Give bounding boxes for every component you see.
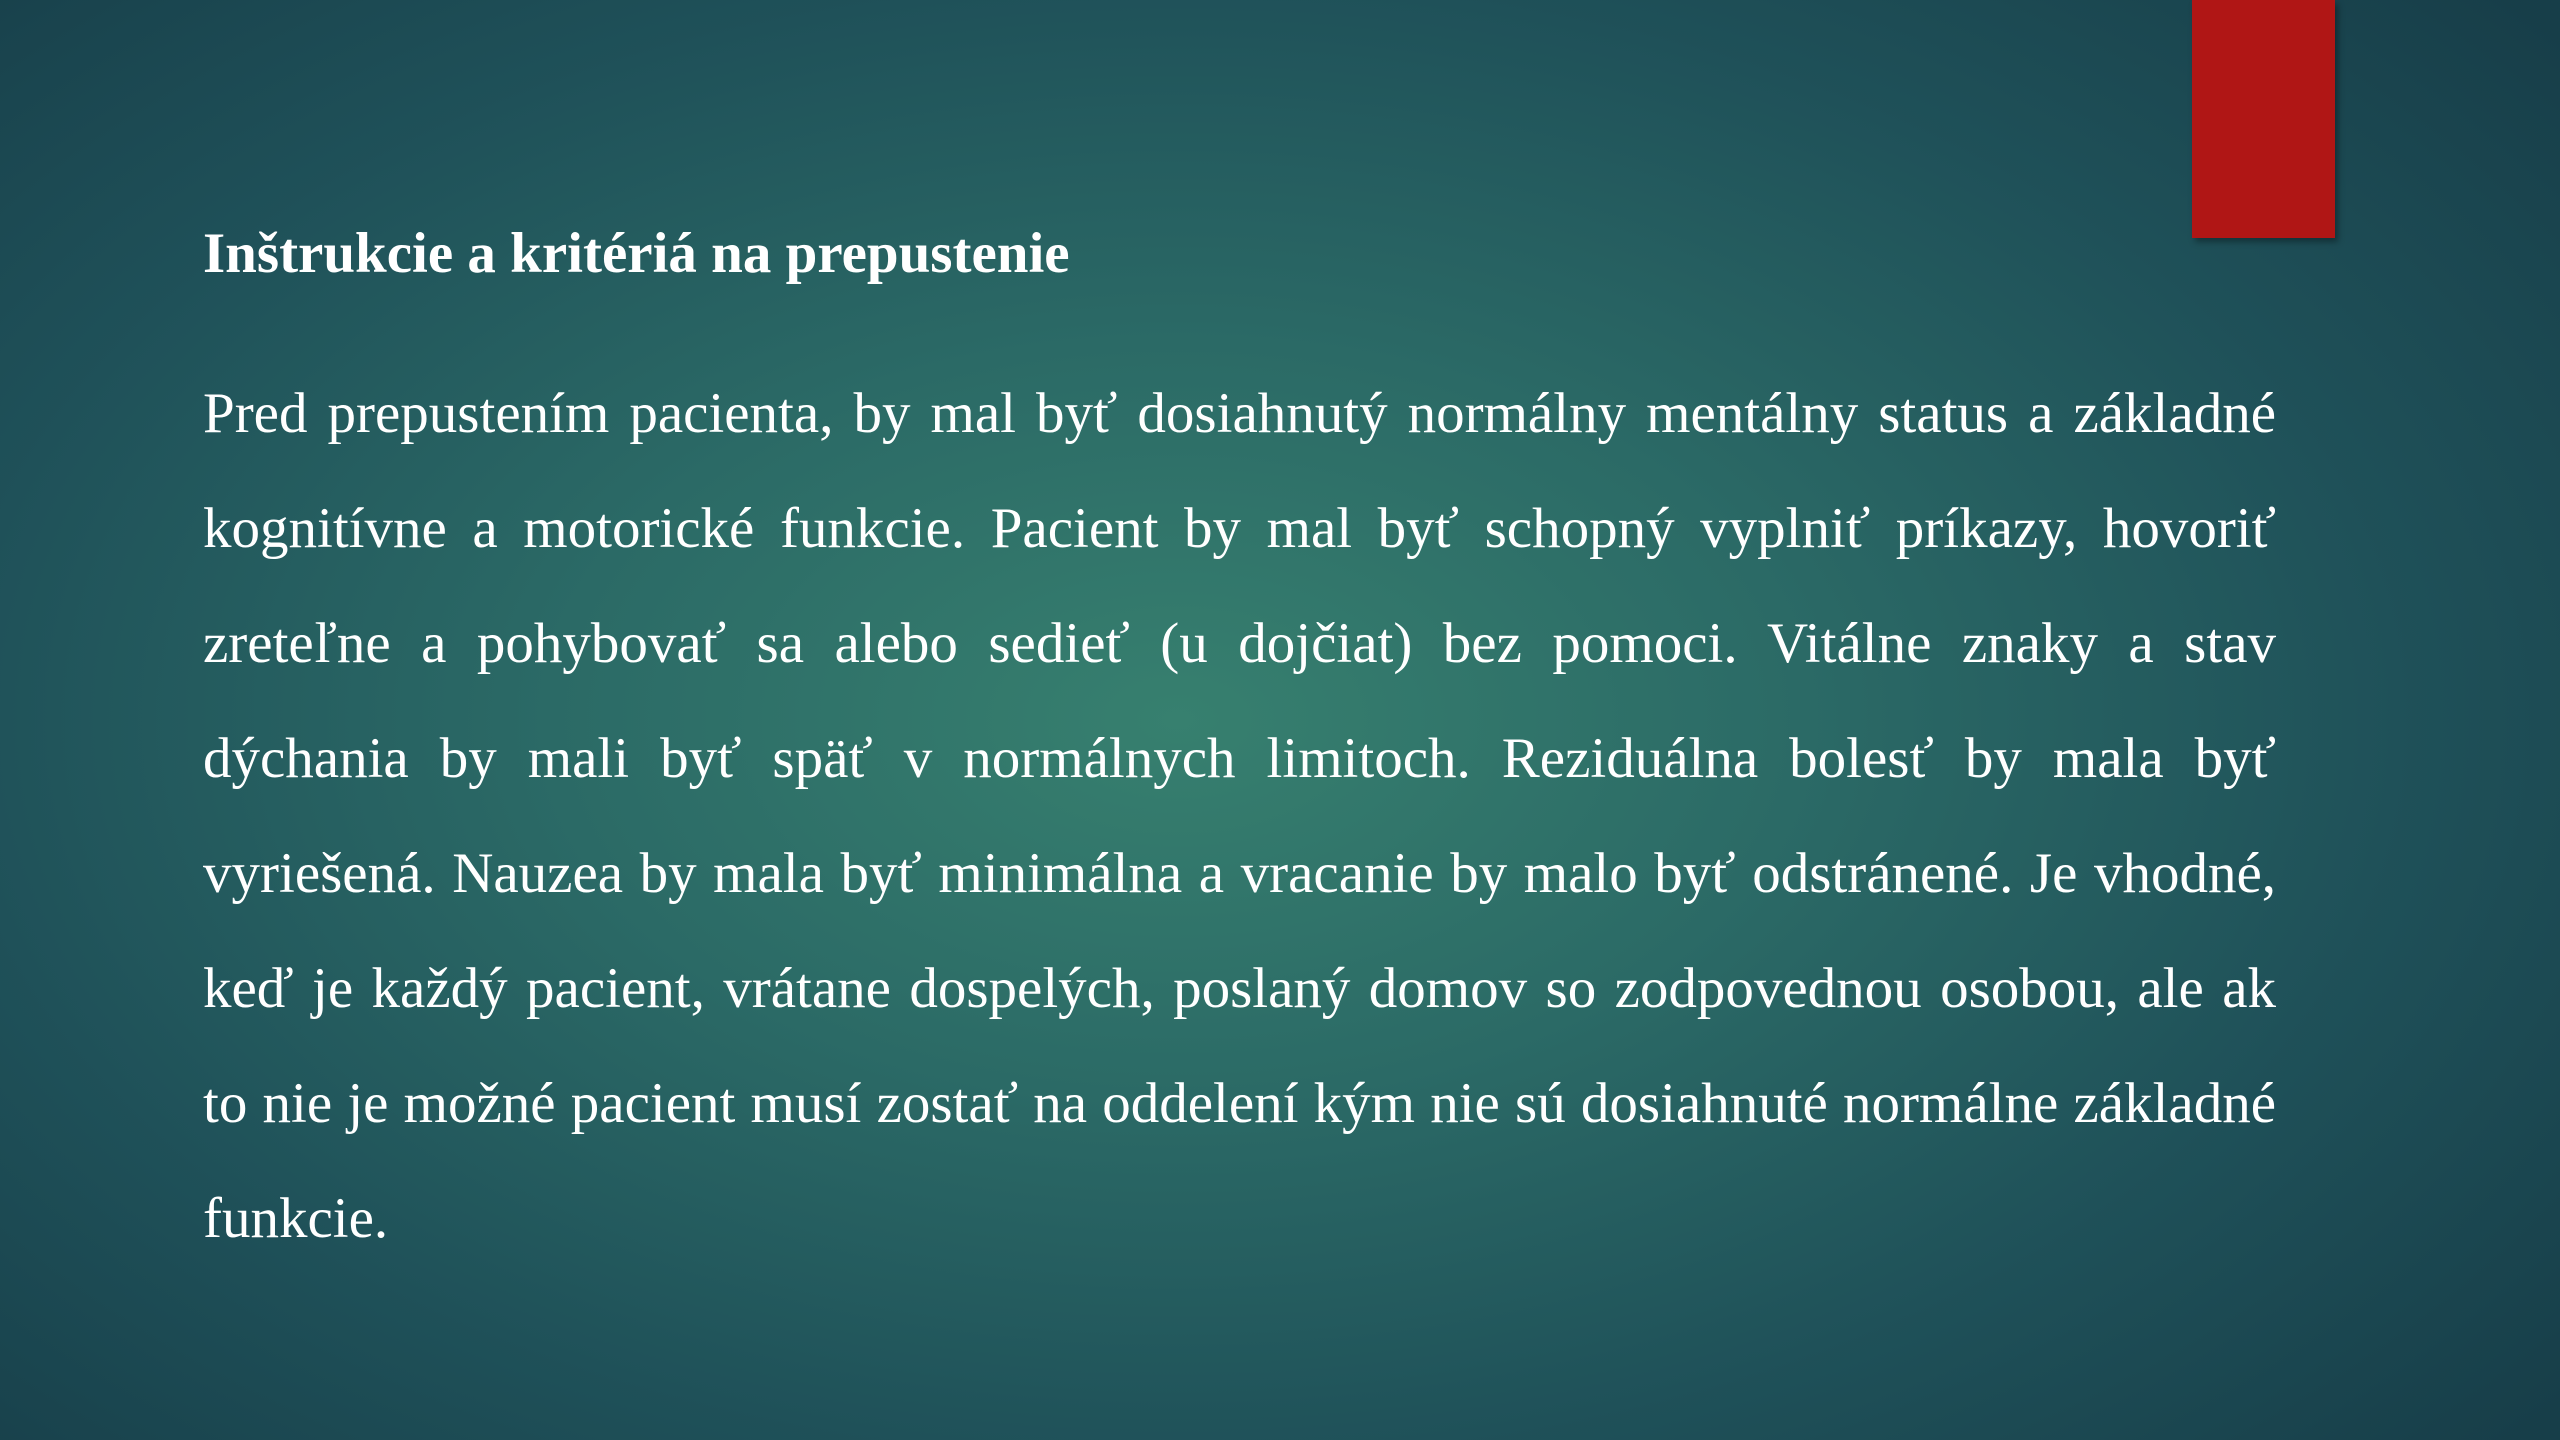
accent-bar <box>2192 0 2335 238</box>
slide-title: Inštrukcie a kritériá na prepustenie <box>203 222 1070 285</box>
slide-body-text: Pred prepustením pacienta, by mal byť dosiahnutý normálny mentálny status a základné kognitívne a motorické funkcie. Pacient by mal byť schopný vyplniť príkazy, hovoriť zreteľne a pohybovať sa alebo sedieť (u dojčiat) bez pomoci. Vitálne znaky a stav dýchania by mali byť späť v normálnych limitoch. Reziduálna bolesť by mala byť vyriešená. Nauzea by mala byť minimálna a vracanie by malo byť odstránené. Je vhodné, keď je každý pacient, vrátane dospelých, poslaný domov so zodpovednou osobou, ale ak to nie je možné pacient musí zostať na oddelení kým nie sú dosiahnuté normálne základné funkcie. <box>203 382 2276 1250</box>
